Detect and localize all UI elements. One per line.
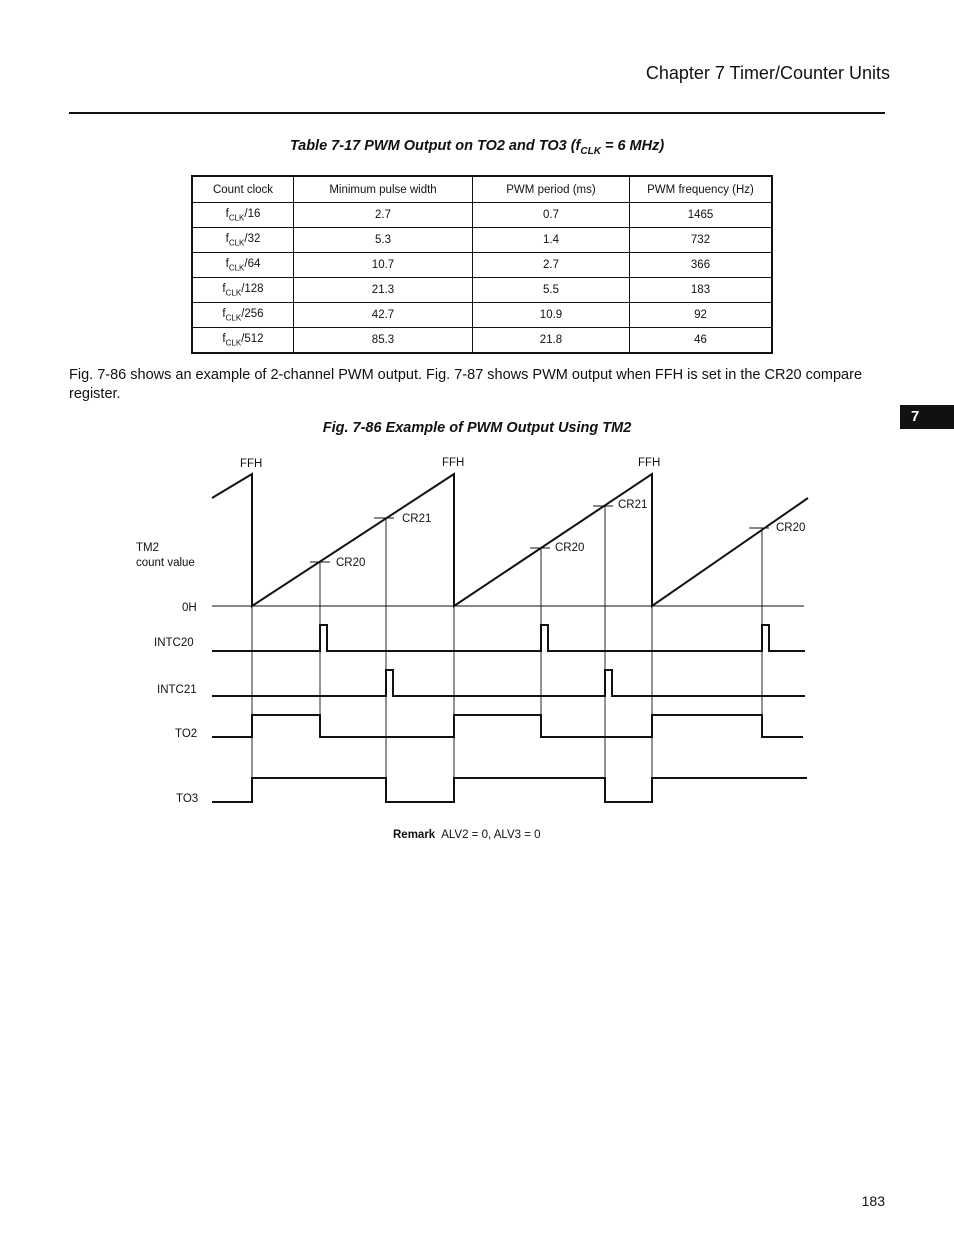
clock-divider: /64 xyxy=(244,257,261,270)
to3-label: TO3 xyxy=(176,793,199,805)
intc20-label: INTC20 xyxy=(154,637,194,649)
cr20-label: CR20 xyxy=(336,557,366,569)
intc21-waveform xyxy=(212,670,805,696)
frequency-cell: 183 xyxy=(630,278,773,303)
period-cell: 0.7 xyxy=(473,203,630,228)
tm2-label: TM2 xyxy=(136,542,159,554)
cr21-label: CR21 xyxy=(618,499,648,511)
chapter-title: Chapter 7 Timer/Counter Units xyxy=(645,63,890,83)
guide-lines xyxy=(252,474,762,800)
remark-label: Remark xyxy=(393,829,436,841)
table-caption xyxy=(0,138,954,157)
frequency-cell: 732 xyxy=(630,228,773,253)
remark-text: ALV2 = 0, ALV3 = 0 xyxy=(441,829,541,841)
table-row xyxy=(192,228,772,253)
frequency-cell: 46 xyxy=(630,328,773,354)
page-number: 183 xyxy=(861,1193,885,1209)
pwm-timing-diagram xyxy=(0,440,954,820)
period-cell: 5.5 xyxy=(473,278,630,303)
intc20-waveform xyxy=(212,625,805,651)
count-value-label: count value xyxy=(136,557,195,569)
table-row xyxy=(192,328,772,354)
count-clock-cell xyxy=(192,278,294,303)
compare-ticks xyxy=(310,506,769,562)
header-rule xyxy=(69,112,885,114)
column-header: Count clock xyxy=(192,176,294,203)
remark xyxy=(393,829,541,841)
clock-subscript: CLK xyxy=(225,288,242,298)
table-row xyxy=(192,278,772,303)
ffh-label: FFH xyxy=(442,457,465,469)
zero-label: 0H xyxy=(182,602,197,614)
clock-subscript: CLK xyxy=(228,263,245,273)
table-row xyxy=(192,303,772,328)
clock-divider: /512 xyxy=(241,332,264,345)
to2-waveform xyxy=(212,715,803,737)
clock-base: f xyxy=(225,207,229,220)
clock-base: f xyxy=(222,307,226,320)
min-pulse-cell: 42.7 xyxy=(294,303,473,328)
intc21-label: INTC21 xyxy=(157,684,197,696)
clock-subscript: CLK xyxy=(228,238,245,248)
clock-subscript: CLK xyxy=(228,213,245,223)
period-cell: 2.7 xyxy=(473,253,630,278)
frequency-cell: 92 xyxy=(630,303,773,328)
clock-subscript: CLK xyxy=(225,313,242,323)
column-header: Minimum pulse width xyxy=(294,176,473,203)
cr21-label: CR21 xyxy=(402,513,432,525)
clock-base: f xyxy=(225,257,229,270)
min-pulse-cell: 21.3 xyxy=(294,278,473,303)
min-pulse-cell: 2.7 xyxy=(294,203,473,228)
clock-divider: /128 xyxy=(241,282,264,295)
table-row xyxy=(192,203,772,228)
ffh-label: FFH xyxy=(638,457,661,469)
tm2-count-sawtooth xyxy=(212,474,808,606)
count-clock-cell xyxy=(192,228,294,253)
figure-caption: Fig. 7-86 Example of PWM Output Using TM2 xyxy=(322,420,632,436)
min-pulse-cell: 85.3 xyxy=(294,328,473,354)
min-pulse-cell: 5.3 xyxy=(294,228,473,253)
clock-divider: /256 xyxy=(241,307,264,320)
clock-base: f xyxy=(222,282,226,295)
min-pulse-cell: 10.7 xyxy=(294,253,473,278)
column-header: PWM frequency (Hz) xyxy=(630,176,773,203)
table-row xyxy=(192,253,772,278)
period-cell: 1.4 xyxy=(473,228,630,253)
cr20-label: CR20 xyxy=(555,542,585,554)
clock-base: f xyxy=(225,232,229,245)
to3-waveform xyxy=(212,778,807,802)
table-caption-prefix: Table 7-17 PWM Output on TO2 and TO3 (f xyxy=(289,138,581,154)
count-clock-cell xyxy=(192,303,294,328)
table-caption-subscript: CLK xyxy=(580,145,601,157)
pwm-output-table xyxy=(191,175,773,354)
clock-base: f xyxy=(222,332,226,345)
frequency-cell: 1465 xyxy=(630,203,773,228)
table-caption-suffix: = 6 MHz) xyxy=(600,138,665,154)
clock-divider: /32 xyxy=(244,232,261,245)
table-header-row xyxy=(192,176,772,203)
chapter-side-tab: 7 xyxy=(900,405,954,429)
column-header: PWM period (ms) xyxy=(473,176,630,203)
count-clock-cell xyxy=(192,203,294,228)
to2-label: TO2 xyxy=(175,728,198,740)
ffh-label: FFH xyxy=(240,458,263,470)
period-cell: 10.9 xyxy=(473,303,630,328)
count-clock-cell xyxy=(192,253,294,278)
clock-subscript: CLK xyxy=(225,338,242,348)
count-clock-cell xyxy=(192,328,294,354)
clock-divider: /16 xyxy=(244,207,261,220)
cr20-label: CR20 xyxy=(776,522,806,534)
period-cell: 21.8 xyxy=(473,328,630,354)
body-paragraph: Fig. 7-86 shows an example of 2-channel PWM output. Fig. 7-87 shows PWM output when FFH is set in the CR20 compare register. xyxy=(69,367,863,402)
frequency-cell: 366 xyxy=(630,253,773,278)
